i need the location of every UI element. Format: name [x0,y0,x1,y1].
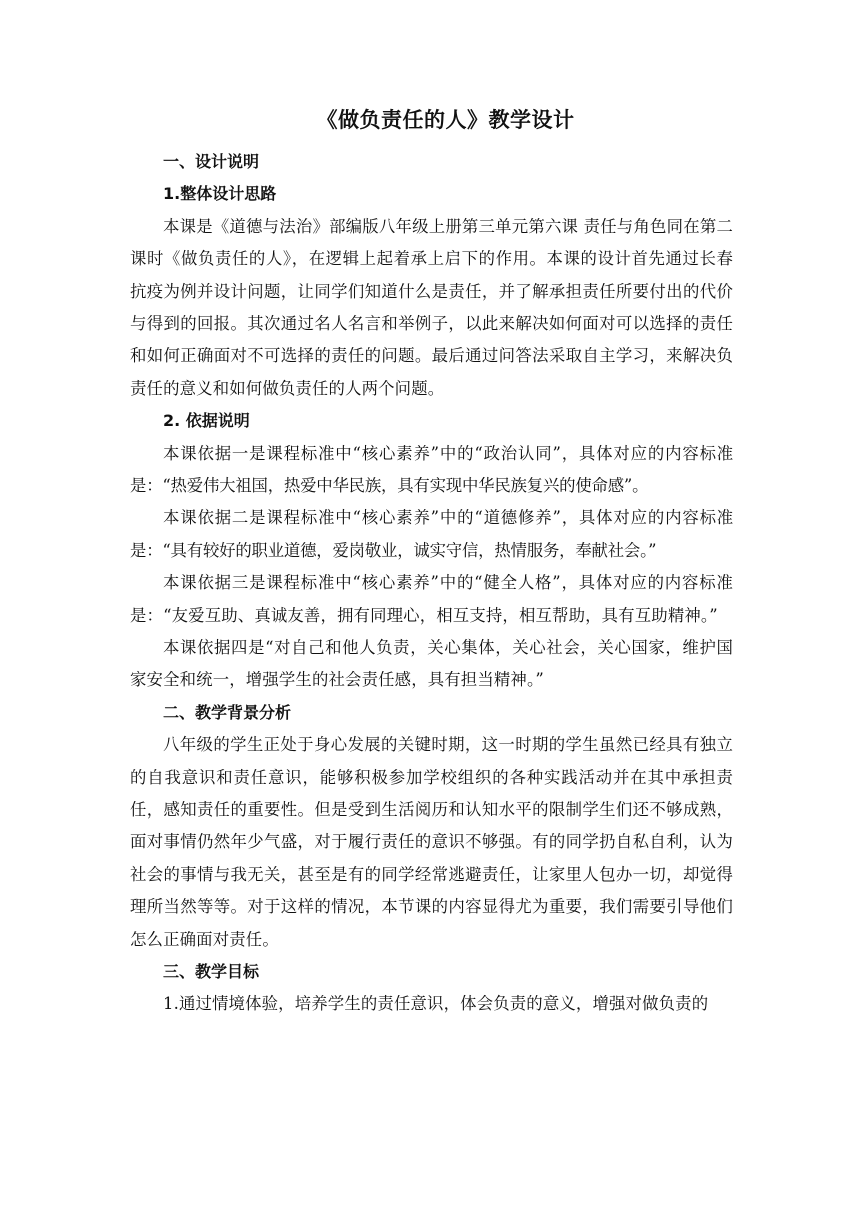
paragraph-basis-1: 本课依据一是课程标准中“核心素养”中的“政治认同”，具体对应的内容标准是：“热爱伟大祖国，热爱中华民族，具有实现中华民族复兴的使命感”。 [130,443,733,496]
subsection-heading-overall-design: 1.整体设计思路 [163,184,277,204]
paragraph-goal-1: 1.通过情境体验，培养学生的责任意识，体会负责的意义，增强对做负责的 [163,994,709,1014]
paragraph-background: 八年级的学生正处于身心发展的关键时期，这一时期的学生虽然已经具有独立的自我意识和责任意识，能够积极参加学校组织的各种实践活动并在其中承担责任，感知责任的重要性。但是受到生活阅历和认知水平的限制学生们还不够成熟，面对事情仍然年少气盛，对于履行责任的意识不够强。有的同学扔自私自利，认为社会的事情与我无关，甚至是有的同学经常逃避责任，让家里人包办一切，却觉得理所当然等等。对于这样的情况，本节课的内容显得尤为重要，我们需要引导他们怎么正确面对责任。 [130,735,733,949]
section-heading-goals: 三、教学目标 [163,962,260,982]
paragraph-basis-2: 本课依据二是课程标准中“核心素养”中的“道德修养”，具体对应的内容标准是：“具有较好的职业道德，爱岗敬业，诚实守信，热情服务，奉献社会。” [130,508,733,560]
paragraph-overall-design: 本课是《道德与法治》部编版八年级上册第三单元第六课 责任与角色同在第二课时《做负责任的人》，在逻辑上起着承上启下的作用。本课的设计首先通过长春抗疫为例并设计问题，让同学们知道什么是责任，并了解承担责任所要付出的代价与得到的回报。其次通过名人名言和举例子，以此来解决如何面对可以选择的责任和如何正确面对不可选择的责任的问题。最后通过问答法采取自主学习，来解决负责任的意义和如何做负责任的人两个问题。 [130,216,733,398]
section-heading-design-notes: 一、设计说明 [163,152,260,171]
document-body [130,96,733,1021]
paragraph-basis-3: 本课依据三是课程标准中“核心素养”中的“健全人格”，具体对应的内容标准是：“友爱互助、真诚友善，拥有同理心，相互支持，相互帮助，具有互助精神。” [130,573,733,625]
subsection-heading-basis: 2. 依据说明 [163,411,250,431]
document-title: 《做负责任的人》教学设计 [316,108,575,132]
paragraph-basis-4: 本课依据四是“对自己和他人负责，关心集体，关心社会，关心国家，维护国家安全和统一，增强学生的社会责任感，具有担当精神。” [130,638,733,690]
section-heading-background: 二、教学背景分析 [163,702,292,722]
